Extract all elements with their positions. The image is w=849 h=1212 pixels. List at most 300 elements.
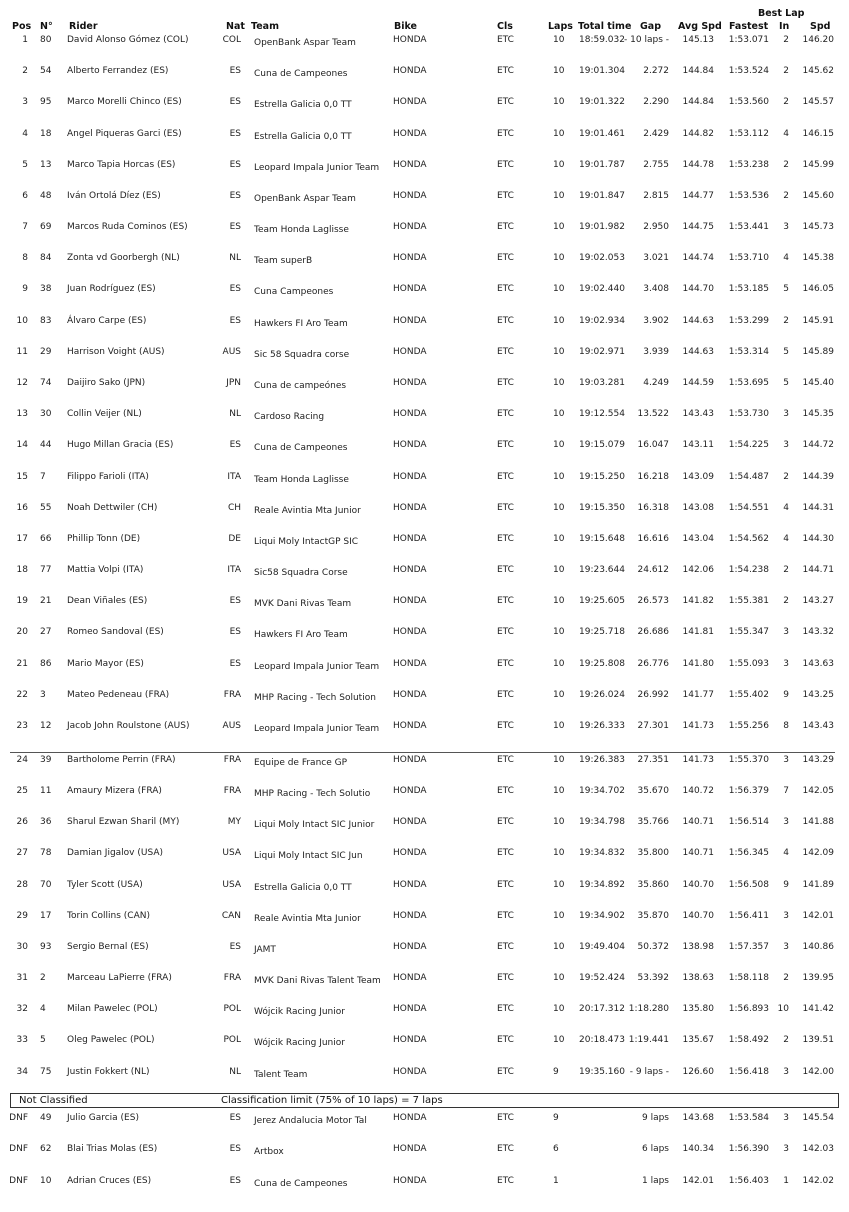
cell-fastest-lap: 1:56.411 xyxy=(728,911,769,921)
cell-number: 27 xyxy=(40,627,52,637)
cell-avg-speed: 138.63 xyxy=(682,973,714,983)
cell-laps: 9 xyxy=(553,1113,559,1123)
cell-total-time: 19:01.322 xyxy=(579,97,625,107)
cell-lap-in: 3 xyxy=(783,1067,789,1077)
cell-laps: 10 xyxy=(553,911,565,921)
cell-fastest-lap: 1:58.492 xyxy=(728,1035,769,1045)
best-lap-header: Best Lap xyxy=(758,8,805,19)
cell-rider: Adrian Cruces (ES) xyxy=(67,1176,152,1186)
cell-avg-speed: 141.80 xyxy=(682,659,714,669)
cell-lap-in: 3 xyxy=(783,1144,789,1154)
cell-top-speed: 142.01 xyxy=(802,911,834,921)
cell-lap-in: 3 xyxy=(783,222,789,232)
cell-top-speed: 142.05 xyxy=(802,786,834,796)
cell-team: Team Honda Laglisse xyxy=(254,225,349,235)
cell-top-speed: 144.31 xyxy=(802,503,834,513)
cell-bike: HONDA xyxy=(393,222,427,232)
cell-rider: Damian Jigalov (USA) xyxy=(67,848,164,858)
cell-bike: HONDA xyxy=(393,191,427,201)
cell-bike: HONDA xyxy=(393,129,427,139)
cell-cls: ETC xyxy=(497,1144,514,1154)
col-time-header: Total time xyxy=(578,21,632,32)
cell-top-speed: 140.86 xyxy=(802,942,834,952)
cell-cls: ETC xyxy=(497,534,514,544)
cell-number: 54 xyxy=(40,66,52,76)
cell-total-time: 19:25.808 xyxy=(579,659,625,669)
cell-number: 75 xyxy=(40,1067,52,1077)
cell-gap: 3.902 xyxy=(643,316,669,326)
cell-top-speed: 141.88 xyxy=(802,817,834,827)
cell-total-time: 19:15.350 xyxy=(579,503,625,513)
classification-limit-text: Classification limit (75% of 10 laps) = 7 laps xyxy=(221,1095,443,1106)
cell-pos: 33 xyxy=(16,1035,28,1045)
cell-nat: AUS xyxy=(222,347,241,357)
cell-total-time: 20:17.312 xyxy=(579,1004,625,1014)
col-pos-header: Pos xyxy=(12,21,32,32)
cell-pos: DNF xyxy=(9,1176,28,1186)
cell-top-speed: 141.89 xyxy=(802,880,834,890)
cell-laps: 10 xyxy=(553,690,565,700)
cell-gap: 2.429 xyxy=(643,129,669,139)
cell-rider: Alberto Ferrandez (ES) xyxy=(67,66,169,76)
cell-gap: 1:19.441 xyxy=(628,1035,669,1045)
cell-cls: ETC xyxy=(497,347,514,357)
cell-gap: 16.218 xyxy=(637,472,669,482)
cell-lap-in: 1 xyxy=(783,1176,789,1186)
cell-laps: 10 xyxy=(553,66,565,76)
cell-cls: ETC xyxy=(497,911,514,921)
cell-nat: NL xyxy=(229,409,241,419)
cell-gap: 35.800 xyxy=(637,848,669,858)
cell-top-speed: 145.91 xyxy=(802,316,834,326)
cell-cls: ETC xyxy=(497,690,514,700)
cell-cls: ETC xyxy=(497,129,514,139)
cell-gap: 2.950 xyxy=(643,222,669,232)
cell-pos: 13 xyxy=(16,409,28,419)
cell-team: Equipe de France GP xyxy=(254,758,348,768)
cell-cls: ETC xyxy=(497,1035,514,1045)
cell-pos: 9 xyxy=(22,284,28,294)
cell-gap: 26.776 xyxy=(637,659,669,669)
cell-number: 21 xyxy=(40,596,52,606)
cell-total-time: 19:12.554 xyxy=(579,409,625,419)
cell-total-time: 19:25.605 xyxy=(579,596,625,606)
cell-pos: 3 xyxy=(22,97,28,107)
cell-total-time: 19:49.404 xyxy=(579,942,625,952)
cell-number: 62 xyxy=(40,1144,52,1154)
cell-top-speed: 145.35 xyxy=(802,409,834,419)
cell-total-time: 19:02.934 xyxy=(579,316,625,326)
cell-laps: 10 xyxy=(553,534,565,544)
cell-avg-speed: 140.72 xyxy=(682,786,714,796)
cell-top-speed: 146.05 xyxy=(802,284,834,294)
cell-bike: HONDA xyxy=(393,253,427,263)
cell-total-time: 19:02.440 xyxy=(579,284,625,294)
cell-laps: 10 xyxy=(553,378,565,388)
cell-total-time: 19:26.383 xyxy=(579,755,625,765)
cell-gap: 35.670 xyxy=(637,786,669,796)
cell-lap-in: 3 xyxy=(783,817,789,827)
cell-number: 86 xyxy=(40,659,52,669)
cell-laps: 10 xyxy=(553,596,565,606)
cell-number: 66 xyxy=(40,534,52,544)
cell-laps: 10 xyxy=(553,253,565,263)
cell-team: MHP Racing - Tech Solution xyxy=(254,693,376,703)
cell-cls: ETC xyxy=(497,316,514,326)
cell-bike: HONDA xyxy=(393,848,427,858)
cell-bike: HONDA xyxy=(393,534,427,544)
cell-number: 80 xyxy=(40,35,52,45)
cell-rider: Noah Dettwiler (CH) xyxy=(67,503,158,513)
cell-cls: ETC xyxy=(497,973,514,983)
cell-laps: 10 xyxy=(553,565,565,575)
cell-bike: HONDA xyxy=(393,942,427,952)
cell-team: Liqui Moly Intact SIC Junior xyxy=(254,820,375,830)
cell-number: 70 xyxy=(40,880,52,890)
cell-laps: 10 xyxy=(553,503,565,513)
cell-gap: 13.522 xyxy=(637,409,669,419)
cell-pos: 2 xyxy=(22,66,28,76)
separator-line xyxy=(10,752,835,753)
cell-bike: HONDA xyxy=(393,316,427,326)
cell-laps: 10 xyxy=(553,973,565,983)
cell-pos: 32 xyxy=(16,1004,28,1014)
cell-rider: Daijiro Sako (JPN) xyxy=(67,378,146,388)
cell-lap-in: 2 xyxy=(783,973,789,983)
cell-fastest-lap: 1:53.314 xyxy=(728,347,769,357)
cell-nat: POL xyxy=(223,1035,241,1045)
col-cls-header: Cls xyxy=(497,21,513,32)
cell-lap-in: 9 xyxy=(783,880,789,890)
cell-number: 7 xyxy=(40,472,46,482)
cell-rider: Bartholome Perrin (FRA) xyxy=(67,755,176,765)
cell-total-time: 19:01.787 xyxy=(579,160,625,170)
cell-team: Leopard Impala Junior Team xyxy=(254,662,380,672)
cell-fastest-lap: 1:55.402 xyxy=(728,690,769,700)
cell-nat: AUS xyxy=(222,721,241,731)
cell-team: Estrella Galicia 0,0 TT xyxy=(254,100,352,110)
cell-avg-speed: 144.77 xyxy=(682,191,714,201)
cell-fastest-lap: 1:53.524 xyxy=(728,66,769,76)
cell-avg-speed: 144.78 xyxy=(682,160,714,170)
cell-nat: ES xyxy=(229,191,241,201)
cell-avg-speed: 140.70 xyxy=(682,880,714,890)
cell-gap: 16.318 xyxy=(637,503,669,513)
cell-bike: HONDA xyxy=(393,596,427,606)
cell-pos: 14 xyxy=(16,440,28,450)
cell-laps: 10 xyxy=(553,755,565,765)
cell-lap-in: 2 xyxy=(783,191,789,201)
cell-fastest-lap: 1:58.118 xyxy=(728,973,769,983)
cell-laps: 10 xyxy=(553,817,565,827)
cell-avg-speed: 144.75 xyxy=(682,222,714,232)
cell-bike: HONDA xyxy=(393,690,427,700)
cell-fastest-lap: 1:54.551 xyxy=(728,503,769,513)
cell-cls: ETC xyxy=(497,1113,514,1123)
cell-nat: ES xyxy=(229,316,241,326)
cell-top-speed: 146.20 xyxy=(802,35,834,45)
cell-cls: ETC xyxy=(497,1176,514,1186)
cell-team: MVK Dani Rivas Team xyxy=(254,599,352,609)
cell-number: 4 xyxy=(40,1004,46,1014)
cell-team: MVK Dani Rivas Talent Team xyxy=(254,976,381,986)
cell-laps: 10 xyxy=(553,160,565,170)
cell-fastest-lap: 1:53.730 xyxy=(728,409,769,419)
cell-cls: ETC xyxy=(497,817,514,827)
cell-gap: 26.992 xyxy=(637,690,669,700)
cell-laps: 10 xyxy=(553,942,565,952)
cell-total-time: 19:01.847 xyxy=(579,191,625,201)
cell-total-time: 20:18.473 xyxy=(579,1035,625,1045)
cell-total-time: 19:26.333 xyxy=(579,721,625,731)
cell-pos: 11 xyxy=(16,347,28,357)
cell-avg-speed: 143.43 xyxy=(682,409,714,419)
cell-cls: ETC xyxy=(497,222,514,232)
cell-number: 5 xyxy=(40,1035,46,1045)
cell-avg-speed: 145.13 xyxy=(682,35,714,45)
cell-top-speed: 143.27 xyxy=(802,596,834,606)
cell-fastest-lap: 1:53.185 xyxy=(728,284,769,294)
cell-gap: 26.573 xyxy=(637,596,669,606)
cell-pos: 24 xyxy=(16,755,28,765)
cell-cls: ETC xyxy=(497,659,514,669)
cell-fastest-lap: 1:57.357 xyxy=(728,942,769,952)
cell-fastest-lap: 1:53.695 xyxy=(728,378,769,388)
cell-gap: 35.870 xyxy=(637,911,669,921)
cell-nat: POL xyxy=(223,1004,241,1014)
cell-nat: ES xyxy=(229,1176,241,1186)
cell-pos: 21 xyxy=(16,659,28,669)
cell-top-speed: 143.25 xyxy=(802,690,834,700)
cell-lap-in: 2 xyxy=(783,316,789,326)
cell-cls: ETC xyxy=(497,284,514,294)
cell-avg-speed: 141.73 xyxy=(682,721,714,731)
cell-pos: 7 xyxy=(22,222,28,232)
col-num-header: N° xyxy=(40,21,53,32)
cell-total-time: 19:01.304 xyxy=(579,66,625,76)
cell-pos: 5 xyxy=(22,160,28,170)
cell-number: 74 xyxy=(40,378,52,388)
cell-cls: ETC xyxy=(497,596,514,606)
cell-bike: HONDA xyxy=(393,1035,427,1045)
cell-gap: 27.301 xyxy=(637,721,669,731)
cell-cls: ETC xyxy=(497,66,514,76)
cell-lap-in: 2 xyxy=(783,66,789,76)
cell-gap: 9 laps xyxy=(641,1113,669,1123)
cell-top-speed: 142.02 xyxy=(802,1176,834,1186)
cell-team: Team Honda Laglisse xyxy=(254,475,349,485)
cell-top-speed: 145.54 xyxy=(802,1113,834,1123)
cell-pos: 6 xyxy=(22,191,28,201)
cell-rider: Justin Fokkert (NL) xyxy=(67,1067,150,1077)
cell-nat: FRA xyxy=(223,755,241,765)
cell-total-time: 19:02.971 xyxy=(579,347,625,357)
cell-nat: MY xyxy=(227,817,241,827)
cell-cls: ETC xyxy=(497,378,514,388)
cell-rider: Hugo Millan Gracia (ES) xyxy=(67,440,174,450)
cell-laps: 10 xyxy=(553,880,565,890)
col-bike-header: Bike xyxy=(394,21,418,32)
cell-total-time: 19:34.702 xyxy=(579,786,625,796)
col-fastest-header: Fastest xyxy=(729,21,769,32)
cell-pos: 31 xyxy=(16,973,28,983)
cell-team: Reale Avintia Mta Junior xyxy=(254,914,361,924)
cell-lap-in: 3 xyxy=(783,627,789,637)
cell-rider: Dean Viñales (ES) xyxy=(67,596,148,606)
cell-fastest-lap: 1:56.379 xyxy=(728,786,769,796)
cell-pos: 15 xyxy=(16,472,28,482)
cell-total-time: 19:15.648 xyxy=(579,534,625,544)
cell-laps: 10 xyxy=(553,721,565,731)
cell-gap: - 9 laps - xyxy=(629,1067,669,1077)
cell-laps: 10 xyxy=(553,1004,565,1014)
cell-total-time: 19:15.250 xyxy=(579,472,625,482)
cell-pos: 18 xyxy=(16,565,28,575)
cell-cls: ETC xyxy=(497,1067,514,1077)
cell-bike: HONDA xyxy=(393,1004,427,1014)
cell-avg-speed: 141.81 xyxy=(682,627,714,637)
cell-top-speed: 145.62 xyxy=(802,66,834,76)
cell-pos: 29 xyxy=(16,911,28,921)
cell-avg-speed: 140.71 xyxy=(682,848,714,858)
cell-avg-speed: 143.68 xyxy=(682,1113,714,1123)
cell-number: 2 xyxy=(40,973,46,983)
cell-bike: HONDA xyxy=(393,66,427,76)
cell-cls: ETC xyxy=(497,786,514,796)
cell-laps: 10 xyxy=(553,222,565,232)
cell-lap-in: 4 xyxy=(783,848,789,858)
cell-lap-in: 2 xyxy=(783,1035,789,1045)
cell-nat: FRA xyxy=(223,973,241,983)
cell-lap-in: 10 xyxy=(777,1004,789,1014)
cell-lap-in: 9 xyxy=(783,690,789,700)
cell-team: OpenBank Aspar Team xyxy=(254,194,356,204)
cell-number: 17 xyxy=(40,911,52,921)
cell-laps: 10 xyxy=(553,627,565,637)
cell-fastest-lap: 1:53.112 xyxy=(728,129,769,139)
cell-top-speed: 146.15 xyxy=(802,129,834,139)
cell-team: Artbox xyxy=(254,1147,284,1157)
cell-lap-in: 3 xyxy=(783,755,789,765)
cell-rider: Romeo Sandoval (ES) xyxy=(67,627,164,637)
cell-total-time: 18:59.032 xyxy=(579,35,625,45)
cell-total-time: 19:02.053 xyxy=(579,253,625,263)
cell-team: Leopard Impala Junior Team xyxy=(254,724,380,734)
cell-number: 55 xyxy=(40,503,52,513)
cell-gap: 2.290 xyxy=(643,97,669,107)
cell-team: Cardoso Racing xyxy=(254,412,325,422)
cell-top-speed: 143.43 xyxy=(802,721,834,731)
cell-bike: HONDA xyxy=(393,565,427,575)
cell-bike: HONDA xyxy=(393,409,427,419)
cell-pos: 19 xyxy=(16,596,28,606)
cell-top-speed: 144.30 xyxy=(802,534,834,544)
cell-gap: 16.047 xyxy=(637,440,669,450)
cell-nat: ES xyxy=(229,222,241,232)
cell-bike: HONDA xyxy=(393,97,427,107)
cell-nat: NL xyxy=(229,253,241,263)
cell-gap: 2.272 xyxy=(643,66,669,76)
cell-laps: 10 xyxy=(553,97,565,107)
cell-avg-speed: 144.63 xyxy=(682,316,714,326)
cell-nat: ES xyxy=(229,1113,241,1123)
cell-lap-in: 5 xyxy=(783,284,789,294)
cell-bike: HONDA xyxy=(393,817,427,827)
cell-gap: 35.860 xyxy=(637,880,669,890)
cell-fastest-lap: 1:56.345 xyxy=(728,848,769,858)
cell-number: 36 xyxy=(40,817,52,827)
cell-lap-in: 2 xyxy=(783,160,789,170)
cell-nat: ES xyxy=(229,97,241,107)
cell-top-speed: 142.00 xyxy=(802,1067,834,1077)
cell-total-time: 19:26.024 xyxy=(579,690,625,700)
cell-nat: CH xyxy=(227,503,241,513)
cell-laps: 1 xyxy=(553,1176,559,1186)
cell-fastest-lap: 1:56.403 xyxy=(728,1176,769,1186)
cell-top-speed: 145.99 xyxy=(802,160,834,170)
cell-fastest-lap: 1:56.390 xyxy=(728,1144,769,1154)
cell-number: 18 xyxy=(40,129,52,139)
cell-laps: 10 xyxy=(553,284,565,294)
cell-fastest-lap: 1:55.370 xyxy=(728,755,769,765)
cell-bike: HONDA xyxy=(393,440,427,450)
cell-nat: COL xyxy=(222,35,241,45)
cell-cls: ETC xyxy=(497,503,514,513)
cell-laps: 10 xyxy=(553,129,565,139)
cell-bike: HONDA xyxy=(393,378,427,388)
cell-lap-in: 2 xyxy=(783,565,789,575)
cell-rider: Harrison Voight (AUS) xyxy=(67,347,165,357)
cell-rider: Marcos Ruda Cominos (ES) xyxy=(67,222,188,232)
cell-avg-speed: 144.84 xyxy=(682,66,714,76)
cell-rider: David Alonso Gómez (COL) xyxy=(67,35,189,45)
cell-total-time: 19:34.832 xyxy=(579,848,625,858)
cell-total-time: 19:34.902 xyxy=(579,911,625,921)
cell-cls: ETC xyxy=(497,440,514,450)
cell-number: 48 xyxy=(40,191,52,201)
cell-number: 93 xyxy=(40,942,52,952)
cell-avg-speed: 143.09 xyxy=(682,472,714,482)
cell-rider: Juan Rodríguez (ES) xyxy=(67,284,156,294)
cell-gap: 53.392 xyxy=(637,973,669,983)
cell-nat: ES xyxy=(229,129,241,139)
cell-nat: FRA xyxy=(223,690,241,700)
cell-nat: ES xyxy=(229,1144,241,1154)
cell-bike: HONDA xyxy=(393,503,427,513)
cell-rider: Tyler Scott (USA) xyxy=(67,880,143,890)
cell-gap: 2.815 xyxy=(643,191,669,201)
cell-team: JAMT xyxy=(254,945,276,955)
cell-total-time: 19:25.718 xyxy=(579,627,625,637)
cell-pos: 23 xyxy=(16,721,28,731)
cell-laps: 10 xyxy=(553,848,565,858)
cell-lap-in: 3 xyxy=(783,1113,789,1123)
cell-bike: HONDA xyxy=(393,973,427,983)
cell-rider: Julio Garcia (ES) xyxy=(67,1113,139,1123)
cell-avg-speed: 143.11 xyxy=(682,440,714,450)
cell-cls: ETC xyxy=(497,848,514,858)
cell-gap: 24.612 xyxy=(637,565,669,575)
cell-team: Estrella Galicia 0,0 TT xyxy=(254,883,352,893)
cell-fastest-lap: 1:55.256 xyxy=(728,721,769,731)
cell-pos: 8 xyxy=(22,253,28,263)
cell-rider: Zonta vd Goorbergh (NL) xyxy=(67,253,180,263)
cell-total-time: 19:34.892 xyxy=(579,880,625,890)
cell-rider: Álvaro Carpe (ES) xyxy=(67,316,147,326)
cell-gap: 2.755 xyxy=(643,160,669,170)
cell-fastest-lap: 1:56.514 xyxy=(728,817,769,827)
cell-team: Wójcik Racing Junior xyxy=(254,1007,345,1017)
